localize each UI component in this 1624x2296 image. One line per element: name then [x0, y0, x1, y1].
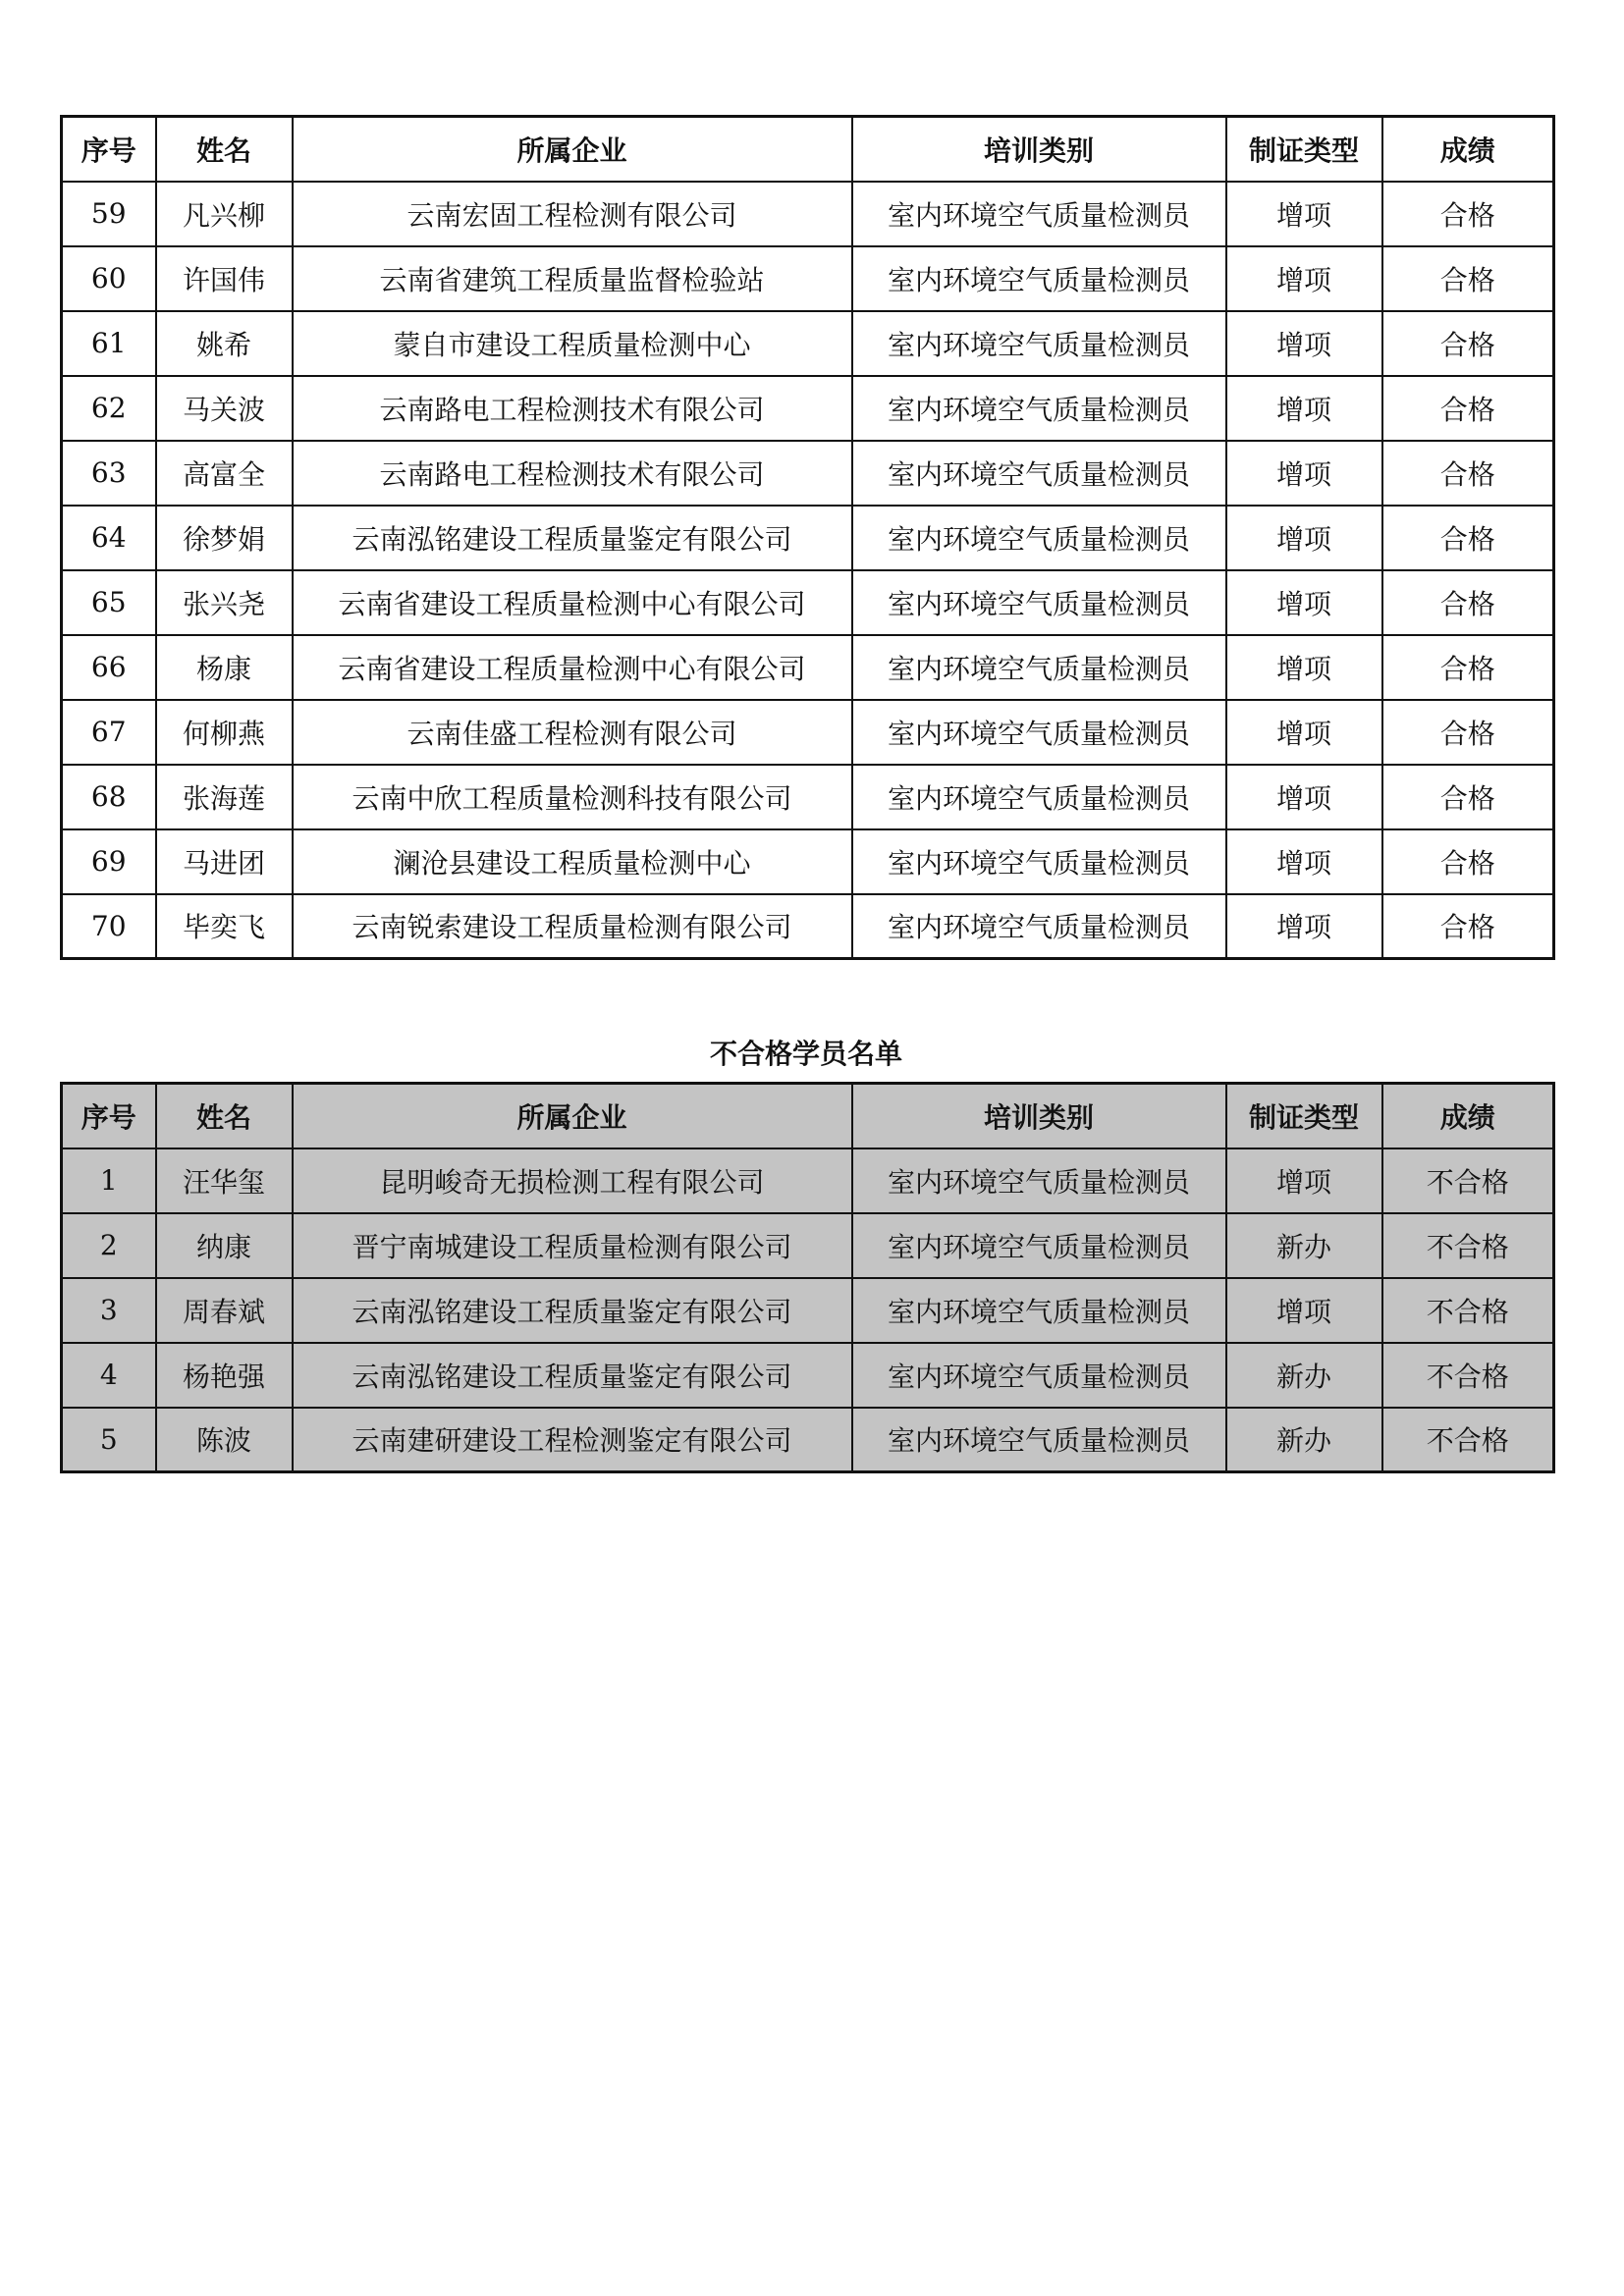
table-row [62, 246, 1554, 311]
cell-company: 云南泓铭建设工程质量鉴定有限公司 [293, 506, 852, 570]
cell-certificate-type: 增项 [1226, 311, 1382, 376]
cell-name: 汪华玺 [156, 1148, 293, 1213]
cell-name: 纳康 [156, 1213, 293, 1278]
cell-result: 合格 [1382, 376, 1554, 441]
cell-company: 云南省建设工程质量检测中心有限公司 [293, 570, 852, 635]
table-row [62, 1408, 1554, 1472]
cell-seq: 1 [62, 1148, 156, 1213]
table-row [62, 700, 1554, 765]
header-training-category: 培训类别 [852, 1084, 1226, 1148]
cell-certificate-type: 增项 [1226, 700, 1382, 765]
cell-result: 合格 [1382, 765, 1554, 829]
cell-certificate-type: 增项 [1226, 376, 1382, 441]
header-certificate-type: 制证类型 [1226, 1084, 1382, 1148]
cell-company: 云南省建设工程质量检测中心有限公司 [293, 635, 852, 700]
cell-name: 许国伟 [156, 246, 293, 311]
failed-students-body [62, 1148, 1554, 1472]
cell-result: 合格 [1382, 246, 1554, 311]
cell-company: 云南建研建设工程检测鉴定有限公司 [293, 1408, 852, 1472]
cell-training-category: 室内环境空气质量检测员 [852, 1408, 1226, 1472]
header-seq: 序号 [62, 1084, 156, 1148]
cell-company: 云南省建筑工程质量监督检验站 [293, 246, 852, 311]
table-row [62, 1213, 1554, 1278]
header-company: 所属企业 [293, 117, 852, 182]
table-row [62, 570, 1554, 635]
cell-result: 合格 [1382, 311, 1554, 376]
cell-training-category: 室内环境空气质量检测员 [852, 894, 1226, 959]
table-row [62, 311, 1554, 376]
table-row [62, 1278, 1554, 1343]
cell-certificate-type: 新办 [1226, 1408, 1382, 1472]
table-header-row [62, 1084, 1554, 1148]
cell-company: 云南路电工程检测技术有限公司 [293, 376, 852, 441]
header-name: 姓名 [156, 1084, 293, 1148]
cell-seq: 63 [62, 441, 156, 506]
cell-name: 陈波 [156, 1408, 293, 1472]
cell-seq: 4 [62, 1343, 156, 1408]
table-row [62, 765, 1554, 829]
cell-company: 昆明峻奇无损检测工程有限公司 [293, 1148, 852, 1213]
cell-seq: 62 [62, 376, 156, 441]
failed-students-table [60, 1082, 1555, 1473]
cell-certificate-type: 增项 [1226, 506, 1382, 570]
cell-training-category: 室内环境空气质量检测员 [852, 829, 1226, 894]
cell-name: 马进团 [156, 829, 293, 894]
table-row [62, 635, 1554, 700]
cell-name: 张兴尧 [156, 570, 293, 635]
cell-training-category: 室内环境空气质量检测员 [852, 311, 1226, 376]
cell-result: 合格 [1382, 829, 1554, 894]
cell-seq: 67 [62, 700, 156, 765]
cell-seq: 2 [62, 1213, 156, 1278]
cell-training-category: 室内环境空气质量检测员 [852, 1148, 1226, 1213]
cell-seq: 5 [62, 1408, 156, 1472]
cell-name: 周春斌 [156, 1278, 293, 1343]
cell-training-category: 室内环境空气质量检测员 [852, 246, 1226, 311]
cell-seq: 69 [62, 829, 156, 894]
cell-result: 不合格 [1382, 1213, 1554, 1278]
cell-certificate-type: 增项 [1226, 829, 1382, 894]
cell-result: 不合格 [1382, 1278, 1554, 1343]
cell-result: 合格 [1382, 635, 1554, 700]
cell-certificate-type: 增项 [1226, 765, 1382, 829]
cell-company: 云南宏固工程检测有限公司 [293, 182, 852, 246]
header-result: 成绩 [1382, 117, 1554, 182]
cell-training-category: 室内环境空气质量检测员 [852, 182, 1226, 246]
table-row [62, 506, 1554, 570]
cell-result: 合格 [1382, 894, 1554, 959]
cell-seq: 64 [62, 506, 156, 570]
header-seq: 序号 [62, 117, 156, 182]
cell-result: 合格 [1382, 700, 1554, 765]
cell-company: 云南佳盛工程检测有限公司 [293, 700, 852, 765]
cell-name: 杨康 [156, 635, 293, 700]
cell-training-category: 室内环境空气质量检测员 [852, 635, 1226, 700]
cell-training-category: 室内环境空气质量检测员 [852, 1213, 1226, 1278]
table-row [62, 829, 1554, 894]
cell-seq: 61 [62, 311, 156, 376]
cell-seq: 68 [62, 765, 156, 829]
cell-certificate-type: 增项 [1226, 182, 1382, 246]
cell-name: 徐梦娟 [156, 506, 293, 570]
cell-certificate-type: 增项 [1226, 1148, 1382, 1213]
cell-seq: 60 [62, 246, 156, 311]
cell-certificate-type: 增项 [1226, 246, 1382, 311]
cell-company: 云南中欣工程质量检测科技有限公司 [293, 765, 852, 829]
cell-certificate-type: 新办 [1226, 1213, 1382, 1278]
cell-result: 合格 [1382, 570, 1554, 635]
header-company: 所属企业 [293, 1084, 852, 1148]
table-row [62, 894, 1554, 959]
cell-seq: 70 [62, 894, 156, 959]
cell-training-category: 室内环境空气质量检测员 [852, 570, 1226, 635]
cell-name: 马关波 [156, 376, 293, 441]
cell-result: 合格 [1382, 506, 1554, 570]
cell-result: 不合格 [1382, 1148, 1554, 1213]
cell-training-category: 室内环境空气质量检测员 [852, 506, 1226, 570]
table-header-row [62, 117, 1554, 182]
cell-certificate-type: 增项 [1226, 894, 1382, 959]
cell-training-category: 室内环境空气质量检测员 [852, 376, 1226, 441]
header-certificate-type: 制证类型 [1226, 117, 1382, 182]
cell-seq: 66 [62, 635, 156, 700]
cell-company: 云南锐索建设工程质量检测有限公司 [293, 894, 852, 959]
cell-certificate-type: 增项 [1226, 635, 1382, 700]
header-name: 姓名 [156, 117, 293, 182]
cell-certificate-type: 增项 [1226, 441, 1382, 506]
cell-name: 毕奕飞 [156, 894, 293, 959]
cell-company: 云南泓铭建设工程质量鉴定有限公司 [293, 1278, 852, 1343]
cell-training-category: 室内环境空气质量检测员 [852, 441, 1226, 506]
cell-training-category: 室内环境空气质量检测员 [852, 765, 1226, 829]
cell-result: 合格 [1382, 182, 1554, 246]
table-row [62, 1148, 1554, 1213]
cell-certificate-type: 新办 [1226, 1343, 1382, 1408]
cell-name: 张海莲 [156, 765, 293, 829]
passed-students-body [62, 182, 1554, 959]
cell-company: 云南路电工程检测技术有限公司 [293, 441, 852, 506]
cell-company: 蒙自市建设工程质量检测中心 [293, 311, 852, 376]
cell-certificate-type: 增项 [1226, 570, 1382, 635]
cell-name: 高富全 [156, 441, 293, 506]
cell-seq: 3 [62, 1278, 156, 1343]
cell-name: 凡兴柳 [156, 182, 293, 246]
table-row [62, 1343, 1554, 1408]
table-row [62, 441, 1554, 506]
cell-training-category: 室内环境空气质量检测员 [852, 700, 1226, 765]
cell-seq: 59 [62, 182, 156, 246]
cell-name: 杨艳强 [156, 1343, 293, 1408]
cell-name: 何柳燕 [156, 700, 293, 765]
cell-company: 晋宁南城建设工程质量检测有限公司 [293, 1213, 852, 1278]
cell-training-category: 室内环境空气质量检测员 [852, 1343, 1226, 1408]
cell-result: 合格 [1382, 441, 1554, 506]
cell-training-category: 室内环境空气质量检测员 [852, 1278, 1226, 1343]
cell-company: 云南泓铭建设工程质量鉴定有限公司 [293, 1343, 852, 1408]
cell-result: 不合格 [1382, 1343, 1554, 1408]
cell-seq: 65 [62, 570, 156, 635]
header-training-category: 培训类别 [852, 117, 1226, 182]
table-row [62, 182, 1554, 246]
cell-company: 澜沧县建设工程质量检测中心 [293, 829, 852, 894]
passed-students-table [60, 115, 1555, 960]
failed-section-title: 不合格学员名单 [709, 1038, 902, 1070]
cell-name: 姚希 [156, 311, 293, 376]
table-row [62, 376, 1554, 441]
header-result: 成绩 [1382, 1084, 1554, 1148]
cell-certificate-type: 增项 [1226, 1278, 1382, 1343]
cell-result: 不合格 [1382, 1408, 1554, 1472]
